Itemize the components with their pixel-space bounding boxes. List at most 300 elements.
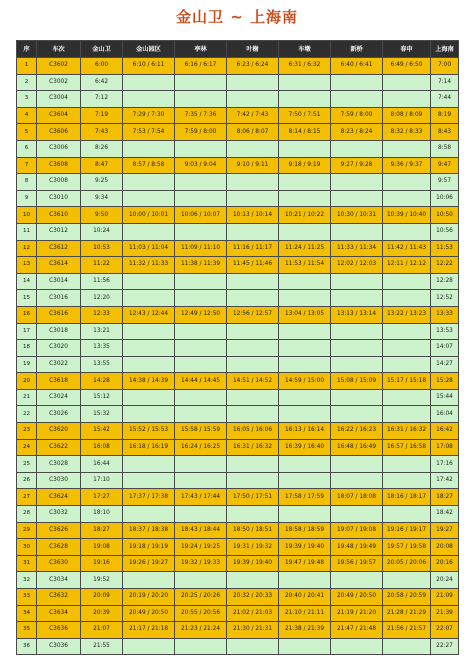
table-cell: 11:42 / 11:43 (383, 240, 431, 257)
table-cell: 6:40 / 6:41 (331, 58, 383, 75)
table-row (17, 290, 459, 307)
table-cell (175, 174, 227, 191)
table-cell: 15:52 / 15:53 (123, 423, 175, 440)
table-cell: C3630 (37, 555, 81, 572)
table-cell (227, 223, 279, 240)
table-cell: 9:27 / 9:28 (331, 157, 383, 174)
table-cell (227, 290, 279, 307)
table-cell (383, 456, 431, 473)
table-cell: C3028 (37, 456, 81, 473)
table-cell (279, 74, 331, 91)
table-cell: 17:10 (81, 472, 123, 489)
table-cell: C3010 (37, 190, 81, 207)
table-cell: 15:58 / 15:59 (175, 423, 227, 440)
table-cell (279, 273, 331, 290)
table-cell (383, 638, 431, 655)
table-cell: 14:07 (431, 340, 459, 357)
table-cell: C3610 (37, 207, 81, 224)
header-cell: 序 (17, 41, 37, 58)
table-cell: 36 (17, 638, 37, 655)
table-cell (227, 140, 279, 157)
table-cell: 5 (17, 124, 37, 141)
table-cell (383, 174, 431, 191)
table-cell: 30 (17, 539, 37, 556)
table-cell (123, 140, 175, 157)
table-cell: 32 (17, 572, 37, 589)
table-row (17, 174, 459, 191)
table-cell: 18:16 / 18:17 (383, 489, 431, 506)
table-cell: 19:47 / 19:48 (279, 555, 331, 572)
table-cell (227, 406, 279, 423)
table-cell: 10:24 (81, 223, 123, 240)
table-cell (175, 572, 227, 589)
table-cell: 16 (17, 306, 37, 323)
table-cell: 11:32 / 11:33 (123, 257, 175, 274)
table-cell: 10:21 / 10:22 (279, 207, 331, 224)
table-cell: 18:10 (81, 506, 123, 523)
table-cell: 21:55 (81, 638, 123, 655)
table-row (17, 140, 459, 157)
table-cell: 8 (17, 174, 37, 191)
table-cell (175, 290, 227, 307)
table-cell: 19:27 (431, 522, 459, 539)
table-cell: 17 (17, 323, 37, 340)
table-cell: 11:45 / 11:46 (227, 257, 279, 274)
table-cell: 10:30 / 10:31 (331, 207, 383, 224)
table-cell (383, 190, 431, 207)
table-cell: 6:49 / 6:50 (383, 58, 431, 75)
table-cell: C3612 (37, 240, 81, 257)
table-cell: C3032 (37, 506, 81, 523)
table-cell: 12:49 / 12:50 (175, 306, 227, 323)
table-cell: 11:53 / 11:54 (279, 257, 331, 274)
table-cell: 7:53 / 7:54 (123, 124, 175, 141)
table-row (17, 539, 459, 556)
table-cell: 19:26 / 19:27 (123, 555, 175, 572)
table-cell (175, 223, 227, 240)
table-cell (279, 91, 331, 108)
table-cell: 12 (17, 240, 37, 257)
table-cell: C3012 (37, 223, 81, 240)
table-cell (175, 389, 227, 406)
table-cell: 12:02 / 12:03 (331, 257, 383, 274)
table-cell: 13:13 / 13:14 (331, 306, 383, 323)
table-cell (279, 356, 331, 373)
table-cell: 9:10 / 9:11 (227, 157, 279, 174)
table-cell (175, 190, 227, 207)
table-cell: 19:24 / 19:25 (175, 539, 227, 556)
table-cell (123, 290, 175, 307)
table-row (17, 91, 459, 108)
table-cell (123, 356, 175, 373)
header-row (17, 41, 459, 58)
table-cell: 21:38 / 21:39 (279, 622, 331, 639)
table-cell: 21:30 / 21:31 (227, 622, 279, 639)
table-cell: 21:23 / 21:24 (175, 622, 227, 639)
table-row (17, 572, 459, 589)
table-cell (383, 140, 431, 157)
timetable-body (17, 58, 459, 655)
table-cell: 3 (17, 91, 37, 108)
table-cell: 8:58 (431, 140, 459, 157)
table-cell (227, 74, 279, 91)
table-row (17, 356, 459, 373)
header-cell: 春申 (383, 41, 431, 58)
table-cell (279, 572, 331, 589)
table-cell: 7:59 / 8:00 (331, 107, 383, 124)
table-cell: 11:16 / 11:17 (227, 240, 279, 257)
table-cell: 13:55 (81, 356, 123, 373)
table-cell: 18:43 / 18:44 (175, 522, 227, 539)
table-cell: 9:03 / 9:04 (175, 157, 227, 174)
table-cell: 4 (17, 107, 37, 124)
table-cell: 9:25 (81, 174, 123, 191)
table-cell: 8:57 / 8:58 (123, 157, 175, 174)
table-cell: 21 (17, 389, 37, 406)
table-cell: 15:12 (81, 389, 123, 406)
table-cell: 29 (17, 522, 37, 539)
table-cell: 22 (17, 406, 37, 423)
table-row (17, 273, 459, 290)
header-cell: 叶榭 (227, 41, 279, 58)
table-cell: 18:27 (81, 522, 123, 539)
table-row (17, 306, 459, 323)
table-row (17, 257, 459, 274)
table-cell: C3632 (37, 589, 81, 606)
table-cell (227, 456, 279, 473)
table-row (17, 456, 459, 473)
table-cell: 18 (17, 340, 37, 357)
table-cell (279, 406, 331, 423)
table-cell (279, 638, 331, 655)
table-cell: 20:32 / 20:33 (227, 589, 279, 606)
table-cell (331, 638, 383, 655)
table-row (17, 406, 459, 423)
table-cell: C3604 (37, 107, 81, 124)
table-cell: 14:44 / 14:45 (175, 373, 227, 390)
table-cell: 6:10 / 6:11 (123, 58, 175, 75)
table-cell (331, 190, 383, 207)
table-cell (123, 174, 175, 191)
table-row (17, 107, 459, 124)
table-cell (331, 174, 383, 191)
table-cell: 21:39 (431, 605, 459, 622)
table-cell: 8:47 (81, 157, 123, 174)
table-cell: 7:12 (81, 91, 123, 108)
timetable (16, 40, 459, 655)
table-row (17, 472, 459, 489)
table-cell (123, 472, 175, 489)
table-cell: C3628 (37, 539, 81, 556)
table-cell: 19:31 / 19:32 (227, 539, 279, 556)
table-cell (331, 456, 383, 473)
table-cell: 20:39 (81, 605, 123, 622)
table-cell: 8:06 / 8:07 (227, 124, 279, 141)
table-cell (383, 572, 431, 589)
table-cell (175, 323, 227, 340)
table-cell (279, 456, 331, 473)
table-cell: 10:06 (431, 190, 459, 207)
table-cell: 7:43 (81, 124, 123, 141)
table-cell: 16:57 / 16:58 (383, 439, 431, 456)
table-cell: 20:58 / 20:59 (383, 589, 431, 606)
table-cell: C3034 (37, 572, 81, 589)
table-cell: 6:31 / 6:32 (279, 58, 331, 75)
table-cell: 22:27 (431, 638, 459, 655)
header-cell: 亭林 (175, 41, 227, 58)
table-cell (227, 472, 279, 489)
table-cell: 15:44 (431, 389, 459, 406)
table-cell: 9:47 (431, 157, 459, 174)
table-cell (123, 638, 175, 655)
table-cell: C3022 (37, 356, 81, 373)
table-row (17, 622, 459, 639)
table-cell: C3616 (37, 306, 81, 323)
table-cell (175, 340, 227, 357)
table-cell (331, 356, 383, 373)
table-cell: 8:32 / 8:33 (383, 124, 431, 141)
table-cell (331, 572, 383, 589)
table-cell (227, 273, 279, 290)
table-cell: 11:09 / 11:10 (175, 240, 227, 257)
table-cell (331, 472, 383, 489)
table-cell: C3618 (37, 373, 81, 390)
table-cell (331, 340, 383, 357)
table-cell: 22:07 (431, 622, 459, 639)
table-cell: 20:19 / 20:20 (123, 589, 175, 606)
table-cell: 1 (17, 58, 37, 75)
header-cell: 金山园区 (123, 41, 175, 58)
table-cell: 19 (17, 356, 37, 373)
header-cell: 车墩 (279, 41, 331, 58)
table-cell (279, 323, 331, 340)
table-cell: 9:36 / 9:37 (383, 157, 431, 174)
table-cell (383, 91, 431, 108)
header-cell: 车次 (37, 41, 81, 58)
table-cell: 33 (17, 589, 37, 606)
table-cell: 7:14 (431, 74, 459, 91)
table-cell (227, 506, 279, 523)
table-cell: 15 (17, 290, 37, 307)
table-cell: 18:07 / 18:08 (331, 489, 383, 506)
table-cell: 14:27 (431, 356, 459, 373)
table-cell (227, 323, 279, 340)
table-cell: 31 (17, 555, 37, 572)
header-cell: 新桥 (331, 41, 383, 58)
table-cell: 10:13 / 10:14 (227, 207, 279, 224)
table-cell: 10:06 / 10:07 (175, 207, 227, 224)
table-cell: 28 (17, 506, 37, 523)
table-cell (227, 174, 279, 191)
table-row (17, 190, 459, 207)
table-cell: 13:53 (431, 323, 459, 340)
table-cell (123, 572, 175, 589)
table-cell: 19:32 / 19:33 (175, 555, 227, 572)
table-cell: C3004 (37, 91, 81, 108)
table-cell: 12:11 / 12:12 (383, 257, 431, 274)
table-cell: C3614 (37, 257, 81, 274)
table-cell: 17:27 (81, 489, 123, 506)
table-cell: 14:38 / 14:39 (123, 373, 175, 390)
table-cell: C3014 (37, 273, 81, 290)
table-row (17, 58, 459, 75)
table-cell: 20:09 (81, 589, 123, 606)
table-cell: 20:55 / 20:56 (175, 605, 227, 622)
table-cell: 12:22 (431, 257, 459, 274)
table-row (17, 207, 459, 224)
table-cell: C3620 (37, 423, 81, 440)
table-cell: 10:56 (431, 223, 459, 240)
table-cell: 19:07 / 19:08 (331, 522, 383, 539)
table-cell: 15:42 (81, 423, 123, 440)
table-cell: C3018 (37, 323, 81, 340)
table-cell: 19:39 / 19:40 (227, 555, 279, 572)
table-cell: 12:28 (431, 273, 459, 290)
table-cell (331, 140, 383, 157)
table-cell (331, 223, 383, 240)
table-cell (331, 323, 383, 340)
table-row (17, 373, 459, 390)
table-cell: 12:33 (81, 306, 123, 323)
table-cell: 14:51 / 14:52 (227, 373, 279, 390)
table-cell: 19:16 / 19:17 (383, 522, 431, 539)
table-cell (123, 223, 175, 240)
table-cell (175, 356, 227, 373)
table-cell (383, 406, 431, 423)
table-cell (383, 356, 431, 373)
table-row (17, 223, 459, 240)
table-cell: 19:16 (81, 555, 123, 572)
table-cell (175, 74, 227, 91)
table-cell: 10:50 (431, 207, 459, 224)
table-cell: 18:50 / 18:51 (227, 522, 279, 539)
table-cell: 16:39 / 16:40 (279, 439, 331, 456)
table-row (17, 489, 459, 506)
table-cell: 20:49 / 20:50 (331, 589, 383, 606)
table-cell (227, 190, 279, 207)
table-cell (123, 190, 175, 207)
table-cell: 17:37 / 17:38 (123, 489, 175, 506)
table-cell (123, 340, 175, 357)
table-cell: 13 (17, 257, 37, 274)
table-cell: C3622 (37, 439, 81, 456)
table-cell: C3020 (37, 340, 81, 357)
table-cell: 17:50 / 17:51 (227, 489, 279, 506)
page-title: 金山卫 ~ 上海南 (175, 8, 298, 26)
table-cell (175, 472, 227, 489)
table-cell: 20:16 (431, 555, 459, 572)
table-cell: 20:24 (431, 572, 459, 589)
table-cell (383, 74, 431, 91)
table-cell (331, 91, 383, 108)
table-cell: 20:25 / 20:26 (175, 589, 227, 606)
table-cell: 15:32 (81, 406, 123, 423)
table-cell: 27 (17, 489, 37, 506)
table-cell: 13:21 (81, 323, 123, 340)
table-cell: 11:53 (431, 240, 459, 257)
table-row (17, 340, 459, 357)
table-cell: 23 (17, 423, 37, 440)
table-cell (331, 506, 383, 523)
table-cell (123, 389, 175, 406)
table-cell (175, 638, 227, 655)
table-row (17, 389, 459, 406)
table-cell: 9:18 / 9:19 (279, 157, 331, 174)
table-cell: C3030 (37, 472, 81, 489)
table-cell: 17:08 (431, 439, 459, 456)
table-cell: 24 (17, 439, 37, 456)
table-cell: 25 (17, 456, 37, 473)
table-cell: 21:47 / 21:48 (331, 622, 383, 639)
table-cell: 19:52 (81, 572, 123, 589)
table-cell (123, 91, 175, 108)
table-cell: 11:22 (81, 257, 123, 274)
table-cell: 20:08 (431, 539, 459, 556)
header-cell: 上海南 (431, 41, 459, 58)
table-cell: 12:43 / 12:44 (123, 306, 175, 323)
table-cell: 7:00 (431, 58, 459, 75)
table-cell: 11:33 / 11:34 (331, 240, 383, 257)
table-cell: 18:37 / 18:38 (123, 522, 175, 539)
table-cell: 18:27 (431, 489, 459, 506)
table-cell (175, 91, 227, 108)
table-cell (175, 406, 227, 423)
table-cell (227, 340, 279, 357)
table-cell: 10 (17, 207, 37, 224)
table-cell: 11:56 (81, 273, 123, 290)
table-cell (227, 638, 279, 655)
table-cell: 21:02 / 21:03 (227, 605, 279, 622)
table-row (17, 506, 459, 523)
table-cell: 16:24 / 16:25 (175, 439, 227, 456)
table-cell: 7:59 / 8:00 (175, 124, 227, 141)
table-cell (123, 74, 175, 91)
table-cell (279, 506, 331, 523)
table-cell (227, 91, 279, 108)
table-row (17, 522, 459, 539)
table-cell: 20:40 / 20:41 (279, 589, 331, 606)
table-cell: 14:59 / 15:00 (279, 373, 331, 390)
table-row (17, 589, 459, 606)
table-cell: 6 (17, 140, 37, 157)
table-cell: 20 (17, 373, 37, 390)
table-cell: 8:19 (431, 107, 459, 124)
table-cell: 12:56 / 12:57 (227, 306, 279, 323)
table-row (17, 605, 459, 622)
table-cell: 8:43 (431, 124, 459, 141)
table-cell (331, 74, 383, 91)
table-cell: 7:19 (81, 107, 123, 124)
table-cell: 10:39 / 10:40 (383, 207, 431, 224)
table-cell (279, 174, 331, 191)
table-row (17, 157, 459, 174)
table-cell: 6:00 (81, 58, 123, 75)
table-cell: 7:50 / 7:51 (279, 107, 331, 124)
table-cell: 12:52 (431, 290, 459, 307)
table-cell: 7 (17, 157, 37, 174)
table-cell: 14 (17, 273, 37, 290)
table-cell: 11:24 / 11:25 (279, 240, 331, 257)
table-cell (227, 389, 279, 406)
table-cell: 14:28 (81, 373, 123, 390)
table-cell: C3006 (37, 140, 81, 157)
table-cell: 9:34 (81, 190, 123, 207)
table-row (17, 423, 459, 440)
table-cell: 15:28 (431, 373, 459, 390)
table-cell: 7:35 / 7:36 (175, 107, 227, 124)
table-row (17, 240, 459, 257)
table-cell: C3636 (37, 622, 81, 639)
